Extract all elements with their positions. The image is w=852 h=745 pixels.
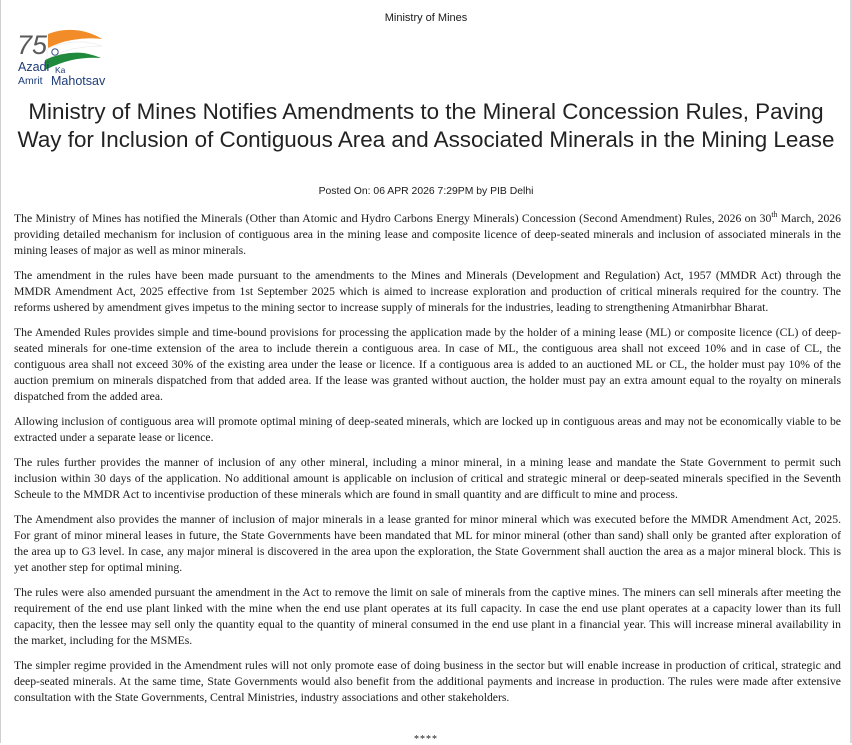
paragraph-2: The amendment in the rules have been made pursuant to the amendments to the Mines and Minerals (Development and Regulation) Act, 1957 (MMDR Act) through the MMDR Amendment Act, 2025 effective from 1st September 2025 which is aimed to increase exploration and production of critical minerals required for the country. The reforms ushered by amendment gives impetus to the mining sector to increase supply of minerals for the industries, leading to strengthening Atmanirbhar Bharat. [14,269,841,314]
paragraph-1-start: The Ministry of Mines has notified the Minerals (Other than Atomic and Hydro Carbons Energy Minerals) Concession (Second Amendment) Rules, 2026 on 30 [14,212,772,225]
paragraph-3: The Amended Rules provides simple and time-bound provisions for processing the application made by the holder of a mining lease (ML) or composite licence (CL) of deep-seated minerals for one-time extension of the area to include therein a contiguous area. In case of ML, the contiguous area shall not exceed 10% and in case of CL, the contiguous area shall not exceed 30% of the existing area under the lease or licence. If a contiguous area is added to an auctioned ML or CL, the holder must pay 10% of the auction premium on minerals dispatched from that added area. If the lease was granted without auction, the holder must pay an extra amount equal to the royalty on minerals dispatched from the added area. [14,326,841,403]
paragraph-7: The rules were also amended pursuant the amendment in the Act to remove the limit on sale of minerals from the captive mines. The miners can sell minerals after meeting the requirement of the end use plant linked with the mine when the end use plant operates at its full capacity. In case the end use plant operates at a capacity lower than its full capacity, then the lessee may sell only the quantity equal to the quantity of mineral consumed in the end use plant in a financial year. This will increase mineral availability in the market, including for the MSMEs. [14,586,841,647]
press-release-title: Ministry of Mines Notifies Amendments to the Mineral Concession Rules, Paving Way for Inclusion of Contiguous Area and Associated Minerals in the Mining Lease [17,99,835,152]
logo-mahotsav: Mahotsav [51,74,106,88]
paragraph-1-rest: March, 2026 providing detailed mechanism for inclusion of contiguous area in the mining lease and composite licence of deep-seated minerals and inclusion of associated minerals in the mining leases of major as well as minor minerals. [14,212,841,257]
page-border-left [0,0,1,743]
paragraph-4: Allowing inclusion of contiguous area will promote optimal mining of deep-seated minerals, which are locked up in contiguous areas and may not be economically viable to be extracted under a separate lease or licence. [14,415,841,444]
press-release-body [14,211,841,715]
logo-ka: Ka [55,65,66,75]
ministry-name: Ministry of Mines [384,12,468,24]
logo-amrit: Amrit [18,75,43,87]
ordinal-suffix: th [771,210,778,220]
logo-number: 75 [17,30,48,60]
paragraph-6: The Amendment also provides the manner of inclusion of major minerals in a lease granted for minor mineral which was executed before the MMDR Amendment Act, 2025. For grant of minor mineral leases in future, the State Governments have been mandated that ML for minor mineral (other than sand) shall only be granted after exploration of the area up to G3 level. In case, any major mineral is discovered in the area upon the exploration, the State Government shall auction the area as a major mineral block. This is yet another step for optimal mining. [14,513,841,574]
end-of-release-stars: **** [414,734,438,745]
paragraph-1 [14,211,841,259]
posted-on-line: Posted On: 06 APR 2026 7:29PM by PIB Delhi [318,186,534,197]
paragraph-5: The rules further provides the manner of inclusion of any other mineral, including a minor mineral, in a mining lease and mandate the State Government to permit such inclusion within 30 days of the application. No additional amount is applicable on inclusion of critical and strategic mineral or deep-seated minerals specified in the Seventh Scheule to the MMDR Act to incentivise production of these minerals which are found in small quantity and are difficult to mine and process. [14,456,841,501]
logo-azadi: Azadi [18,60,50,74]
paragraph-8: The simpler regime provided in the Amendment rules will not only promote ease of doing business in the sector but will enable increase in production of critical, strategic and deep-seated minerals. At the same time, State Governments would also benefit from the additional payments and increase in production. The rules were made after extensive consultation with the State Governments, Central Ministries, industry associations and other stakeholders. [14,659,841,704]
azadi-ka-amrit-mahotsav-logo [14,28,114,90]
